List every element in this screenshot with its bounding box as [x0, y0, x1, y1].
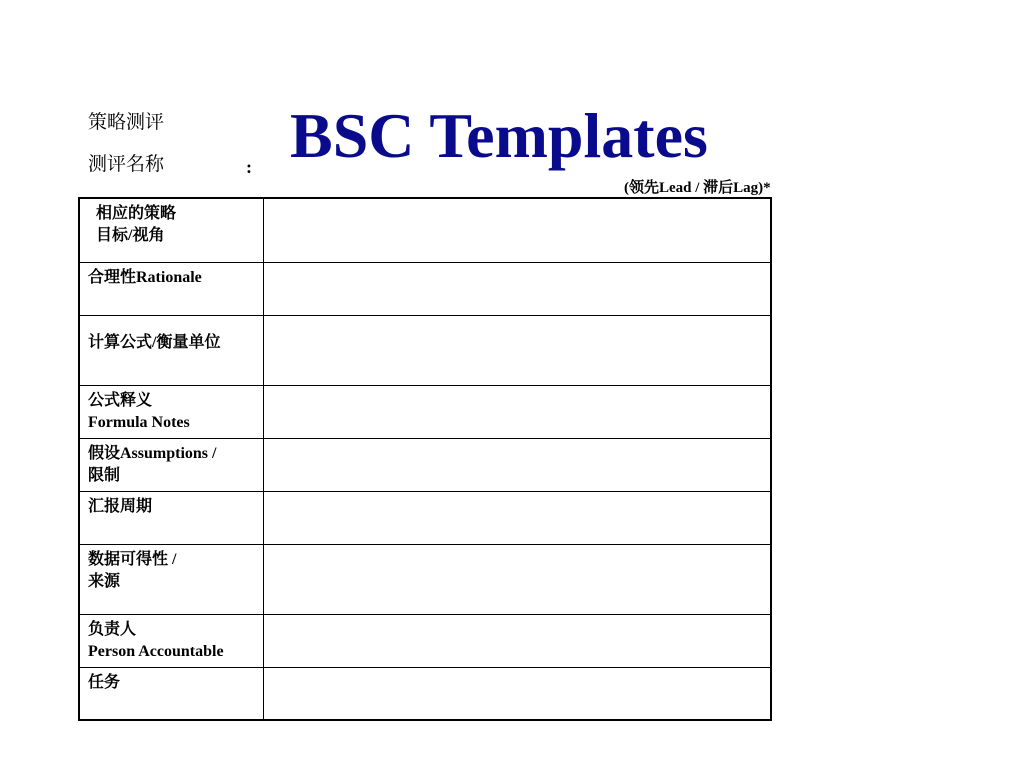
row-label-cell: [79, 438, 263, 491]
row-label-cell: [79, 667, 263, 720]
row-label-line1: 数据可得性 /: [88, 550, 177, 568]
row-label-line1: 任务: [88, 673, 121, 691]
row-label-line1: 相应的策略: [96, 205, 177, 222]
evaluation-name-label: 测评名称: [88, 154, 165, 175]
row-label-cell: [79, 491, 263, 544]
table-row-data-availability: [79, 544, 771, 614]
row-value-cell[interactable]: [263, 667, 771, 720]
evaluation-name-colon: :: [246, 157, 252, 177]
row-value-cell[interactable]: [263, 491, 771, 544]
row-value-cell[interactable]: [263, 262, 771, 315]
table-row-tasks: [79, 667, 771, 720]
table-row-rationale: [79, 262, 771, 315]
table-row-strategic-objective: [79, 198, 771, 262]
row-value-cell[interactable]: [263, 385, 771, 438]
row-label-cell: [79, 544, 263, 614]
bsc-template-table: [78, 197, 772, 721]
row-label-line1: 负责人: [88, 620, 137, 638]
table-row-person-accountable: [79, 614, 771, 667]
row-value-cell[interactable]: [263, 614, 771, 667]
table-row-formula-notes: [79, 385, 771, 438]
row-label-line1: 汇报周期: [88, 497, 153, 515]
table-row-assumptions: [79, 438, 771, 491]
row-label-line2: 目标/视角: [96, 227, 165, 244]
row-label-cell: [79, 385, 263, 438]
row-label-line1: 计算公式/衡量单位: [88, 333, 221, 351]
row-value-cell[interactable]: [263, 438, 771, 491]
row-label-cell: [79, 198, 263, 262]
lead-lag-note: (领先Lead / 滞后Lag)*: [624, 180, 771, 196]
row-label-line2: Formula Notes: [88, 413, 190, 431]
row-label-cell: [79, 262, 263, 315]
row-label-line2: 来源: [88, 572, 121, 590]
row-label-line2: 限制: [88, 466, 121, 484]
row-label-line1: 假设Assumptions /: [88, 444, 217, 462]
row-label-cell: [79, 614, 263, 667]
page-title: BSC Templates: [290, 100, 708, 171]
row-label-line1: 合理性Rationale: [88, 268, 202, 286]
row-label-cell: [79, 315, 263, 385]
table-row-reporting-frequency: [79, 491, 771, 544]
strategy-evaluation-label: 策略测评: [88, 112, 165, 133]
table-row-formula: [79, 315, 771, 385]
row-value-cell[interactable]: [263, 198, 771, 262]
row-value-cell[interactable]: [263, 315, 771, 385]
row-value-cell[interactable]: [263, 544, 771, 614]
row-label-line2: Person Accountable: [88, 642, 224, 660]
row-label-line1: 公式释义: [88, 391, 153, 409]
